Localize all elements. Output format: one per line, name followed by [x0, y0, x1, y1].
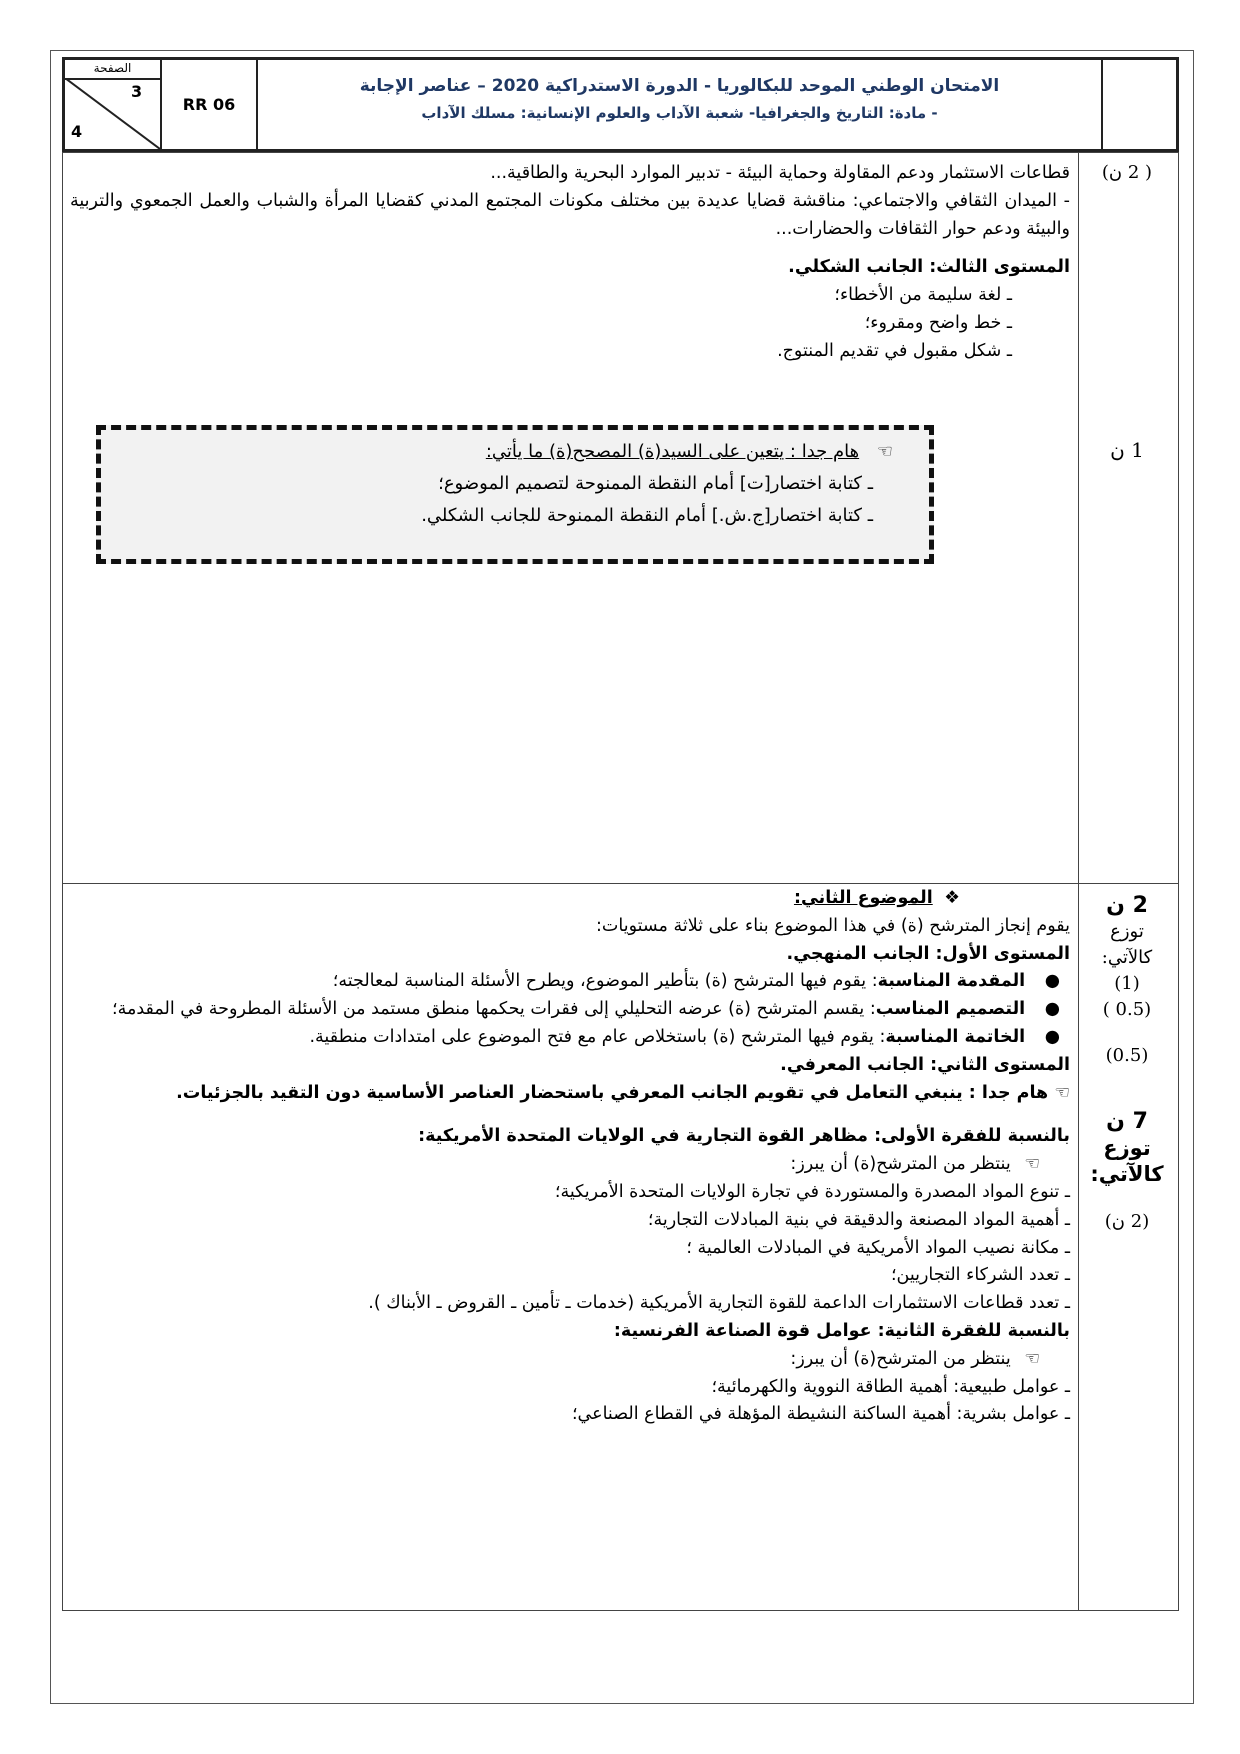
title-line-2: - مادة: التاريخ والجغرافيا- شعبة الآداب والعلوم الإنسانية: مسلك الآداب [421, 104, 938, 122]
pointing-hand-icon: ☜ [1024, 1154, 1040, 1175]
marks-value: توزع [1110, 921, 1144, 942]
level1-title: المستوى الأول: الجانب المنهجي. [786, 943, 1070, 964]
bullet-text: : يقسم المترشح (ة) عرضه التحليلي إلى فقرات يحكمها منطق مستمد من الأسئلة المطروحة في المقدمة؛ [112, 999, 876, 1020]
intro-text: يقوم إنجاز المترشح (ة) في هذا الموضوع بناء على ثلاثة مستويات: [596, 915, 1070, 936]
bullet-icon: ● [1044, 999, 1060, 1020]
title-line-1: الامتحان الوطني الموحد للبكالوريا - الدورة الاستدراكية 2020 – عناصر الإجابة [359, 76, 1000, 96]
paragraph1-title: بالنسبة للفقرة الأولى: مظاهر القوة التجارية في الولايات المتحدة الأمريكية: [418, 1126, 1070, 1147]
marks-value: كالآتي: [1090, 1162, 1164, 1186]
list-item: ـ عوامل طبيعية: أهمية الطاقة النووية والكهرمائية؛ [711, 1376, 1070, 1397]
marks-section2 [1082, 893, 1172, 1235]
list-item: ـ مكانة نصيب المواد الأمريكية في المبادلات العالمية ؛ [686, 1237, 1070, 1258]
exam-header [62, 57, 1179, 152]
page-number-cell [65, 78, 160, 149]
page-current: 3 [131, 82, 143, 101]
marks-section1-top: ( 2 ن) [1101, 162, 1153, 183]
pointing-hand-icon: ☜ [1054, 1082, 1070, 1103]
list-item: ـ تنوع المواد المصدرة والمستوردة في تجارة الولايات المتحدة الأمريكية؛ [554, 1181, 1070, 1202]
exam-title [258, 60, 1101, 149]
list-item: ـ أهمية المواد المصنعة والدقيقة في بنية المبادلات التجارية؛ [647, 1209, 1070, 1230]
marks-value: (0.5) [1105, 1045, 1149, 1066]
marks-value: كالآتي: [1101, 947, 1153, 968]
important-note: هام جدا : ينبغي التعامل في تقويم الجانب المعرفي باستحضار العناصر الأساسية دون التقيد بالجزئيات. [176, 1082, 1049, 1103]
pointing-hand-icon: ☜ [1024, 1348, 1040, 1369]
list-item: ـ تعدد الشركاء التجاريين؛ [890, 1265, 1070, 1286]
level3-title: المستوى الثالث: الجانب الشكلي. [788, 257, 1070, 277]
marks-value: (1) [1114, 973, 1140, 994]
bullet-text: : يقوم فيها المترشح (ة) باستخلاص عام مع فتح الموضوع على امتدادات منطقية. [309, 1026, 886, 1047]
note-item: ـ كتابة اختصار[ت] أمام النقطة الممنوحة لتصميم الموضوع؛ [438, 473, 873, 494]
marks-section1-mid: 1 ن [1110, 438, 1144, 462]
paragraph: قطاعات الاستثمار ودعم المقاولة وحماية البيئة - تدبير الموارد البحرية والطاقية... [490, 163, 1070, 183]
paragraph: - الميدان الثقافي والاجتماعي: مناقشة قضايا عديدة بين مختلف مكونات المجتمع المدني كقضايا المرأة والشباب والعمل الجمعوي والتربية والبيئة ودعم حوار الثقافات والحضارات... [70, 191, 1070, 239]
list-item: ـ لغة سليمة من الأخطاء؛ [834, 285, 1012, 305]
bullet-icon: ● [1044, 971, 1060, 992]
section2-content [70, 885, 1070, 1429]
bullet-text: : يقوم فيها المترشح (ة) بتأطير الموضوع، ويطرح الأسئلة المناسبة لمعالجته؛ [332, 971, 878, 992]
bullet-label: الخاتمة المناسبة [885, 1026, 1026, 1047]
exam-code: RR 06 [182, 95, 236, 114]
bullet-icon: ● [1044, 1026, 1060, 1047]
list-item: ـ شكل مقبول في تقديم المنتوج. [777, 341, 1012, 361]
page-label: الصفحة [65, 60, 160, 80]
list-item: ـ عوامل بشرية: أهمية الساكنة النشيطة المؤهلة في القطاع الصناعي؛ [571, 1404, 1070, 1425]
marks-value: 2 ن [1106, 893, 1148, 918]
level2-title: المستوى الثاني: الجانب المعرفي. [780, 1054, 1070, 1075]
corrector-note-box [96, 425, 934, 564]
expect-text: ينتظر من المترشح(ة) أن يبرز: [790, 1154, 1011, 1175]
note-item: ـ كتابة اختصار[ج.ش.] أمام النقطة الممنوحة للجانب الشكلي. [421, 505, 873, 526]
marks-value: (2 ن) [1104, 1211, 1150, 1232]
bullet-label: المقدمة المناسبة [877, 971, 1026, 992]
marks-value: 7 ن [1106, 1109, 1148, 1134]
marks-value: توزع [1103, 1136, 1151, 1160]
marks-value: (0.5 ) [1102, 999, 1152, 1020]
page-total: 4 [71, 122, 83, 141]
note-title: هام جدا : يتعين على السيد(ة) المصحح(ة) ما يأتي: [485, 441, 860, 462]
topic-title: الموضوع الثاني: [793, 888, 933, 908]
diamond-bullet-icon: ❖ [944, 888, 960, 908]
paragraph2-title: بالنسبة للفقرة الثانية: عوامل قوة الصناعة الفرنسية: [613, 1320, 1070, 1341]
pointing-hand-icon: ☜ [876, 441, 893, 462]
list-item: ـ خط واضح ومقروء؛ [864, 313, 1012, 333]
section1-content [70, 159, 1070, 365]
list-item: ـ تعدد قطاعات الاستثمارات الداعمة للقوة التجارية الأمريكية (خدمات ـ تأمين ـ القروض ـ الأبناك ). [368, 1293, 1070, 1314]
expect-text: ينتظر من المترشح(ة) أن يبرز: [790, 1348, 1011, 1369]
bullet-label: التصميم المناسب [875, 999, 1026, 1020]
